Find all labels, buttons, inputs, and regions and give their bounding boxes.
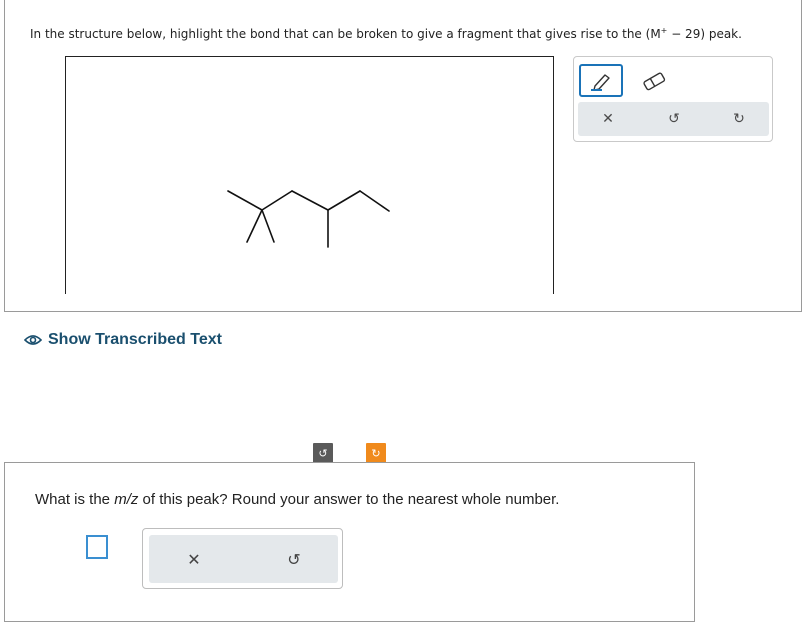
answer-reset-button[interactable] <box>259 535 329 583</box>
bond-c5-c6[interactable] <box>360 191 389 211</box>
question-suffix: − 29) peak. <box>667 27 742 41</box>
molecule-structure[interactable] <box>66 57 555 295</box>
redo-icon: ↻ <box>733 111 745 127</box>
redo-icon: ↻ <box>371 446 381 460</box>
undo-icon: ↺ <box>287 549 301 569</box>
eraser-icon <box>641 71 667 91</box>
eye-icon <box>24 333 42 347</box>
undo-button[interactable] <box>644 102 704 136</box>
drawing-toolbox <box>573 56 773 142</box>
bond-c2-methyl-b[interactable] <box>262 210 274 242</box>
redo-button[interactable] <box>709 102 769 136</box>
close-icon: ✕ <box>187 549 201 569</box>
close-icon: ✕ <box>602 111 614 127</box>
drawing-canvas[interactable] <box>65 56 554 294</box>
pencil-icon <box>588 71 614 91</box>
bond-c4-c5[interactable] <box>328 191 360 210</box>
bond-c2-methyl-a[interactable] <box>247 210 262 242</box>
undo-icon: ↺ <box>318 446 328 460</box>
mz-question-italic: m/z <box>114 491 139 508</box>
erase-tool-button[interactable] <box>634 64 674 97</box>
mz-question-text <box>35 491 559 508</box>
clear-button[interactable] <box>578 102 638 136</box>
mz-question-prefix: What is the <box>35 491 115 508</box>
mz-question-suffix: of this peak? Round your answer to the nearest whole number. <box>138 491 560 508</box>
answer-clear-button[interactable] <box>159 535 229 583</box>
mini-redo-button[interactable] <box>366 443 386 463</box>
toolbox-action-row <box>578 102 769 136</box>
bond-c2-c3[interactable] <box>262 191 292 210</box>
bond-c1-c2[interactable] <box>228 191 262 210</box>
undo-icon: ↺ <box>668 111 680 127</box>
show-transcribed-label: Show Transcribed Text <box>48 331 222 348</box>
mini-undo-button[interactable] <box>313 443 333 463</box>
bond-c3-c4[interactable] <box>292 191 328 210</box>
answer-action-row <box>149 535 338 583</box>
mz-answer-input[interactable] <box>86 535 108 559</box>
answer-toolbox <box>142 528 343 589</box>
question-prefix: In the structure below, highlight the bond that can be broken to give a fragment that gives rise to the (M <box>30 27 661 41</box>
question-superscript: + <box>660 26 668 35</box>
show-transcribed-text-link[interactable] <box>24 331 222 349</box>
draw-tool-button[interactable] <box>579 64 623 97</box>
